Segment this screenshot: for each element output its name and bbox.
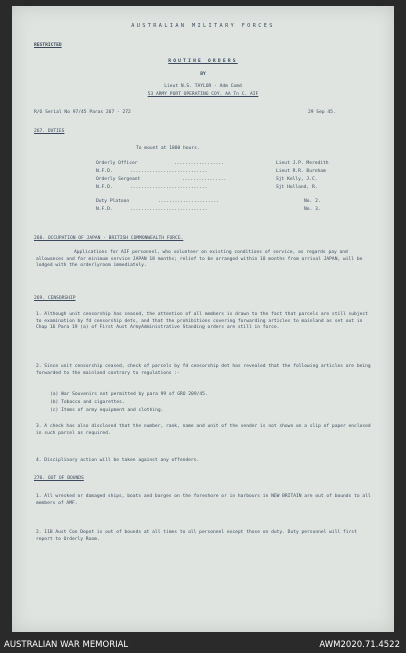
section-268-heading: 268. OCCUPATION OF JAPAN - BRITISH COMMONWEALTH FORCE. bbox=[34, 236, 184, 241]
document-header: AUSTRALIAN MILITARY FORCES bbox=[131, 23, 275, 29]
serial-number: R/O Serial No 97/45 Paras 267 - 272 bbox=[34, 110, 131, 115]
document-page bbox=[12, 6, 394, 632]
roster-name: Lieut J.P. Meredith bbox=[276, 161, 329, 166]
section-269-para-2: 2. Since unit censorship ceased, check of parcels by fd censorship det has revealed that the following articles are being forwarded to the mainland contrary to regulations :- bbox=[36, 364, 371, 376]
section-267-heading: 267. DUTIES bbox=[34, 129, 65, 134]
archive-name: AUSTRALIAN WAR MEMORIAL bbox=[4, 640, 129, 650]
document-title: ROUTINE ORDERS bbox=[168, 59, 238, 64]
roster-role: Orderly Officer bbox=[96, 161, 138, 166]
censorship-item: (b) Tobacco and cigarettes. bbox=[50, 400, 125, 405]
roster-name: Lieut R.R. Burnham bbox=[276, 169, 326, 174]
section-270-para-1: 1. All wrecked or damaged ships, boats and barges on the foreshore or in harbours in NEW BRITAIN are out of bounds to all members of AMF. bbox=[36, 494, 371, 506]
duties-roster: Orderly Officer .................. Lieut J.P. Meredith N.F.D. ............................ Lieut R.R. Burnham Orderly Sergeant ................ Sjt Kelly, J.C. N.F.D. ............................ Sjt Holland, R. Duty Platoon ...................... No. 2. N.F.D. ............................ No. 3. bbox=[96, 161, 329, 212]
classification-label: RESTRICTED bbox=[34, 43, 62, 48]
section-269-heading: 269. CENSORSHIP bbox=[34, 296, 76, 301]
section-269-para-3: 3. A check has also disclosed that the number, rank, name and unit of the sender is not shown on a slip of paper enclosed in such parcel as required. bbox=[36, 424, 371, 436]
archive-reference: AWM2020.71.4522 bbox=[319, 640, 400, 650]
section-269-para-4: 4. Disciplinary action will be taken against any offenders. bbox=[36, 458, 200, 463]
censorship-item: (a) War Souvenirs not permitted by para 99 of GRO 209/45. bbox=[50, 392, 208, 397]
section-270-heading: 270. OUT OF BOUNDS bbox=[34, 476, 84, 481]
unit-line: 53 ARMY PORT OPERATING COY. AA Tn C. AIF bbox=[147, 92, 259, 97]
mount-time: To mount at 1800 hours. bbox=[136, 146, 200, 151]
roster-name: No. 2. bbox=[304, 199, 321, 204]
censorship-item: (c) Items of army equipment and clothing. bbox=[50, 408, 164, 413]
author-line: Lieut N.S. TAYLOR - Adm Comd bbox=[164, 84, 242, 89]
by-label: BY bbox=[200, 72, 206, 77]
roster-name: Sjt Kelly, J.C. bbox=[276, 177, 318, 182]
archive-footer bbox=[0, 638, 406, 653]
roster-role: N.F.D. bbox=[96, 185, 113, 190]
roster-role: N.F.D. bbox=[96, 169, 113, 174]
roster-role: N.F.D. bbox=[96, 207, 113, 212]
roster-name: No. 3. bbox=[304, 207, 321, 212]
roster-role: Orderly Sergeant bbox=[96, 177, 141, 182]
section-268-body: Applications for AIF personnel, who volunteer on existing conditions of service, as regards pay and allowances and for minimum service JAPAN 18 months; relief to be arranged within 18 months from arrival JAPAN, will be lodged with the orderlyroom immediately. bbox=[36, 250, 363, 269]
section-269-para-1: 1. Although unit censorship has ceased, the attention of all members is drawn to the fact that parcels are still subject to examination by fd censorship dets, and that the prohibitions covering forwarding articles to mainland as set out in Chap 16 Para 19 (a) of First Aust ArmyAdministrative Standing orders are still in force. bbox=[36, 312, 368, 331]
roster-name: Sjt Holland, R. bbox=[276, 185, 318, 190]
roster-role: Duty Platoon bbox=[96, 199, 130, 204]
order-date: 29 Sep 45. bbox=[308, 110, 336, 115]
section-270-para-2: 2. 11B Aust Con Depot is out of bounds at all times to all personnel except those on duty. Duty personnel will first report to Orderly Room. bbox=[36, 530, 357, 542]
